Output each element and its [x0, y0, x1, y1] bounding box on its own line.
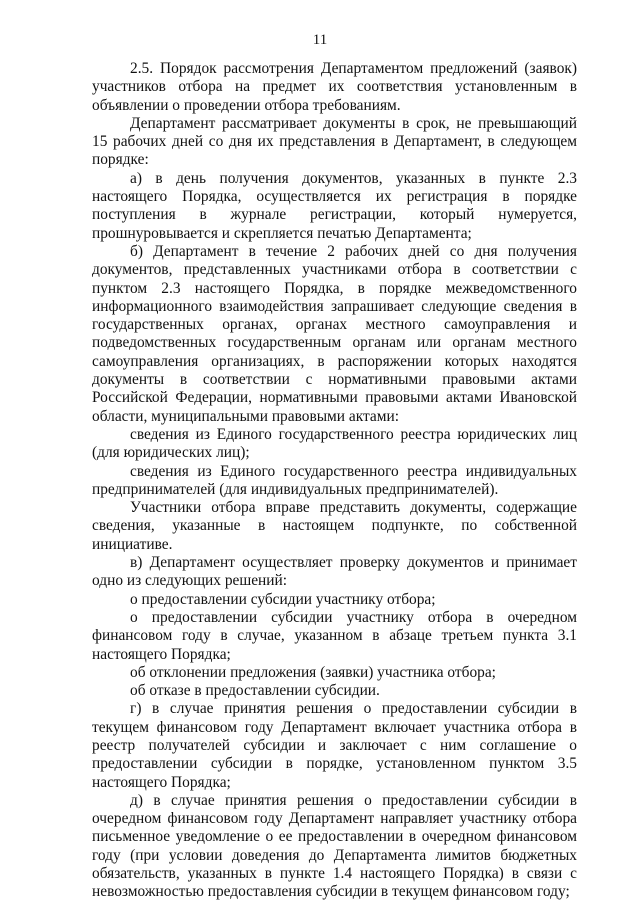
- page-number: 11: [312, 32, 328, 48]
- paragraph-review-term: Департамент рассматривает документы в срок, не превышающий 15 рабочих дней со дня их представления в Департамент, в следующем порядке:: [92, 114, 577, 169]
- paragraph-egrul: сведения из Единого государственного реестра юридических лиц (для юридических лиц);: [92, 425, 577, 462]
- paragraph-item-b: б) Департамент в течение 2 рабочих дней со дня получения документов, представленных участниками отбора в соответствии с пунктом 2.3 настоящего Порядка, в порядке межведомственного информационного взаимодействия запрашивает следующие сведения в государственных органах, органах местного самоуправления и подведомственных государственным органам или органам местного самоуправления организациях, в распоряжении которых находятся документы в соответствии с нормативными правовыми актами Российской Федерации, нормативными правовыми актами Ивановской области, муниципальными правовыми актами:: [92, 242, 577, 425]
- paragraph-2-5-heading: 2.5. Порядок рассмотрения Департаментом предложений (заявок) участников отбора на предмет их соответствия установленным в объявлении о проведении отбора требованиям.: [92, 60, 577, 114]
- paragraph-decision-grant: о предоставлении субсидии участнику отбора;: [130, 590, 436, 608]
- paragraph-item-d: д) в случае принятия решения о предоставлении субсидии в очередном финансовом году Департамент направляет участнику отбора письменное уведомление о ее предоставлении в очередном финансовом году (при условии доведения до Департамента лимитов бюджетных обязательств, указанных в пункте 1.4 настоящего Порядка) в связи с невозможностью предоставления субсидии в текущем финансовом году;: [92, 791, 577, 901]
- paragraph-decision-next-year: о предоставлении субсидии участнику отбора в очередном финансовом году в случае, указанном в абзаце третьем пункта 3.1 настоящего Порядка;: [92, 608, 577, 663]
- paragraph-item-a: а) в день получения документов, указанных в пункте 2.3 настоящего Порядка, осуществляется их регистрация в порядке поступления в журнале регистрации, который нумеруется, прошнуровывается и скрепляется печатью Департамента;: [92, 169, 577, 242]
- paragraph-item-v: в) Департамент осуществляет проверку документов и принимает одно из следующих решений:: [92, 554, 577, 590]
- paragraph-own-initiative: Участники отбора вправе представить документы, содержащие сведения, указанные в настоящем подпункте, по собственной инициативе.: [92, 499, 577, 553]
- paragraph-decision-reject-proposal: об отклонении предложения (заявки) участника отбора;: [130, 663, 496, 681]
- paragraph-egrip: сведения из Единого государственного реестра индивидуальных предпринимателей (для индивидуальных предпринимателей).: [92, 462, 577, 498]
- paragraph-decision-refuse: об отказе в предоставлении субсидии.: [130, 682, 380, 700]
- document-body: [92, 60, 577, 902]
- paragraph-item-g: г) в случае принятия решения о предоставлении субсидии в текущем финансовом году Департамент включает участника отбора в реестр получателей субсидии и заключает с ним соглашение о предоставлении субсидии в порядке, установленном пунктом 3.5 настоящего Порядка;: [92, 700, 577, 791]
